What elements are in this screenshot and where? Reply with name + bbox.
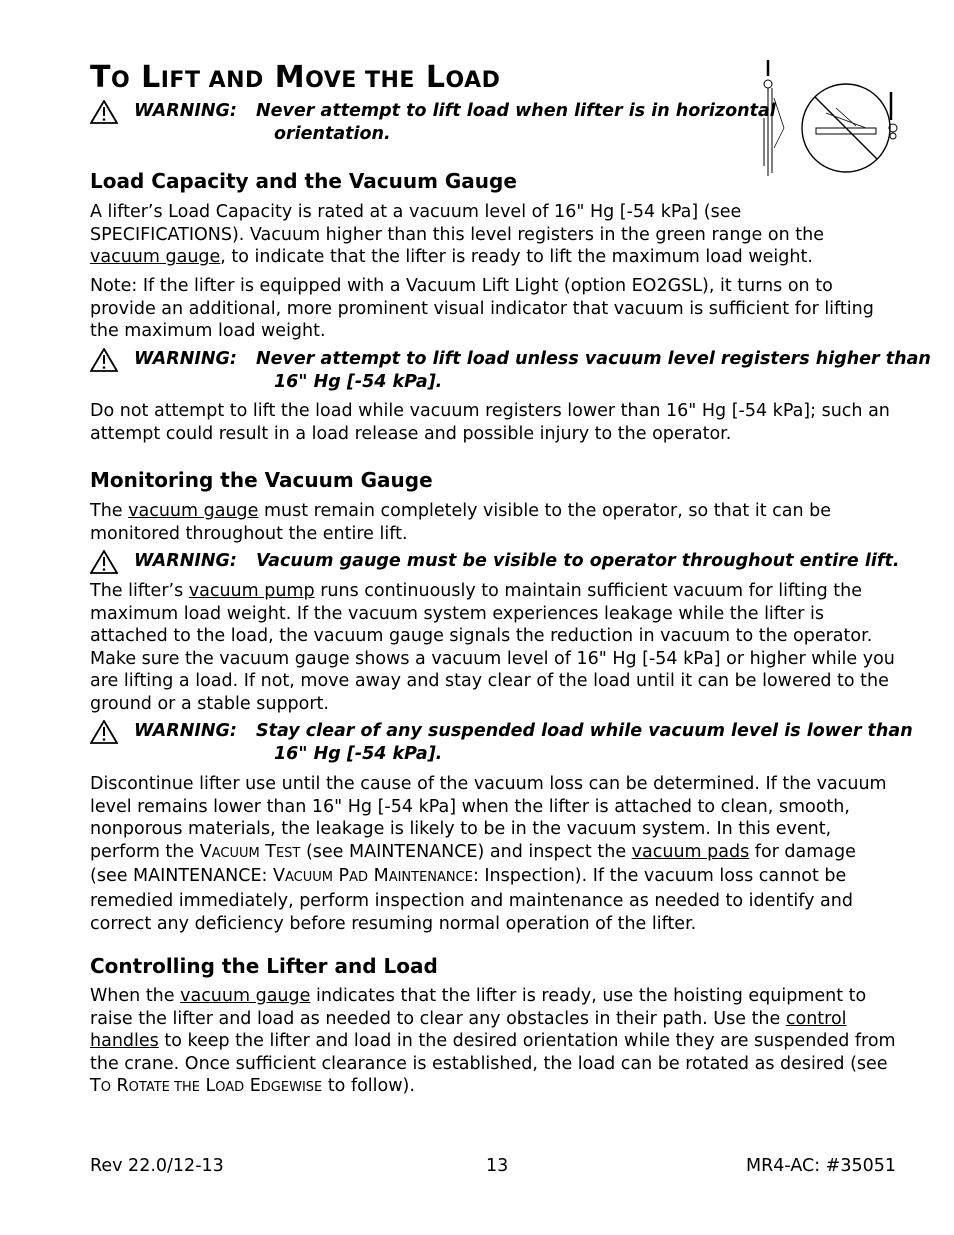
- paragraph-monitoring: The vacuum gauge must remain completely visible to the operator, so that it can be monitored throughout the entire lift.: [90, 501, 831, 544]
- warning-label: WARNING:: [134, 551, 237, 571]
- warning-triangle-icon: [90, 720, 118, 744]
- paragraph-vacuum-lift-light: Note: If the lifter is equipped with a Vacuum Lift Light (option EO2GSL), it turns on to provide an additional, more prominent visual indicator that vacuum is sufficient for lifting the maximum load weight.: [90, 276, 874, 342]
- horizontal-lift-prohibited-illustration: [756, 58, 906, 178]
- vacuum-pads-link: vacuum pads: [631, 841, 750, 862]
- page-title: TO LIFT AND MOVE THE LOAD: [90, 60, 501, 95]
- footer-page-number: 13: [486, 1156, 509, 1176]
- paragraph-load-capacity: A lifter’s Load Capacity is rated at a vacuum level of 16" Hg [-54 kPa] (see SPECIFICATIONS). Vacuum higher than this level registers in the green range on the vacuum gauge, to indicate that the lifter is ready to lift the maximum load weight.: [90, 202, 824, 268]
- warning-triangle-icon: [90, 550, 118, 574]
- paragraph-do-not-lift: Do not attempt to lift the load while vacuum registers lower than 16" Hg [-54 kPa]; such an attempt could result in a load release and possible injury to the operator.: [90, 401, 890, 444]
- vacuum-gauge-link: vacuum gauge: [90, 247, 221, 268]
- warning-label: WARNING:: [134, 721, 237, 741]
- control-handles-link: control handles: [90, 1008, 847, 1052]
- vacuum-pump-link: vacuum pump: [188, 581, 315, 601]
- vacuum-gauge-link: vacuum gauge: [180, 986, 311, 1006]
- paragraph-controlling: When the vacuum gauge indicates that the lifter is ready, use the hoisting equipment to raise the lifter and load as needed to clear any obstacles in their path. Use the control handles to keep the lifter and load in the desired orientation while they are suspended from the crane. Once sufficient clearance is established, the load can be rotated as desired (see TO ROTATE THE LOAD EDGEWISE to follow).: [90, 986, 896, 1097]
- footer-revision: Rev 22.0/12-13: [90, 1156, 224, 1176]
- warning-label: WARNING:: [134, 101, 237, 121]
- warning-label: WARNING:: [134, 349, 237, 369]
- paragraph-discontinue: Discontinue lifter use until the cause of the vacuum loss can be determined. If the vacuum level remains lower than 16" Hg [-54 kPa] when the lifter is attached to clean, smooth, nonporous materials, the leakage is likely to be in the vacuum system. In this event, perform the VACUUM TEST (see MAINTENANCE) and inspect the vacuum pads for damage (see MAINTENANCE: VACUUM PAD MAINTENANCE: Inspection). If the vacuum loss cannot be remedied immediately, perform inspection and maintenance as needed to identify and correct any deficiency before resuming normal operation of the lifter.: [90, 774, 887, 934]
- warning-triangle-icon: [90, 100, 118, 124]
- warning-gauge-visible: WARNING: Vacuum gauge must be visible to operator throughout entire lift.: [90, 550, 899, 574]
- section-heading-monitoring: Monitoring the Vacuum Gauge: [90, 468, 433, 492]
- section-heading-controlling: Controlling the Lifter and Load: [90, 954, 438, 978]
- warning-horizontal-orientation: WARNING: Never attempt to lift load when lifter is in horizontal orientation.: [90, 100, 776, 146]
- vacuum-gauge-link: vacuum gauge: [128, 501, 259, 521]
- warning-triangle-icon: [90, 348, 118, 372]
- section-heading-load-capacity: Load Capacity and the Vacuum Gauge: [90, 169, 517, 193]
- warning-vacuum-level: WARNING: Never attempt to lift load unless vacuum level registers higher than 16" Hg [-54 kPa].: [90, 348, 931, 394]
- paragraph-vacuum-pump: The lifter’s vacuum pump runs continuously to maintain sufficient vacuum for lifting the maximum load weight. If the vacuum system experiences leakage while the lifter is attached to the load, the vacuum gauge signals the reduction in vacuum to the operator. Make sure the vacuum gauge shows a vacuum level of 16" Hg [-54 kPa] or higher while you are lifting a load. If not, move away and stay clear of the load until it can be lowered to the ground or a stable support.: [90, 581, 895, 714]
- warning-stay-clear: WARNING: Stay clear of any suspended load while vacuum level is lower than 16" Hg [-54 kPa].: [90, 720, 913, 766]
- footer-document-id: MR4-AC: #35051: [746, 1156, 896, 1176]
